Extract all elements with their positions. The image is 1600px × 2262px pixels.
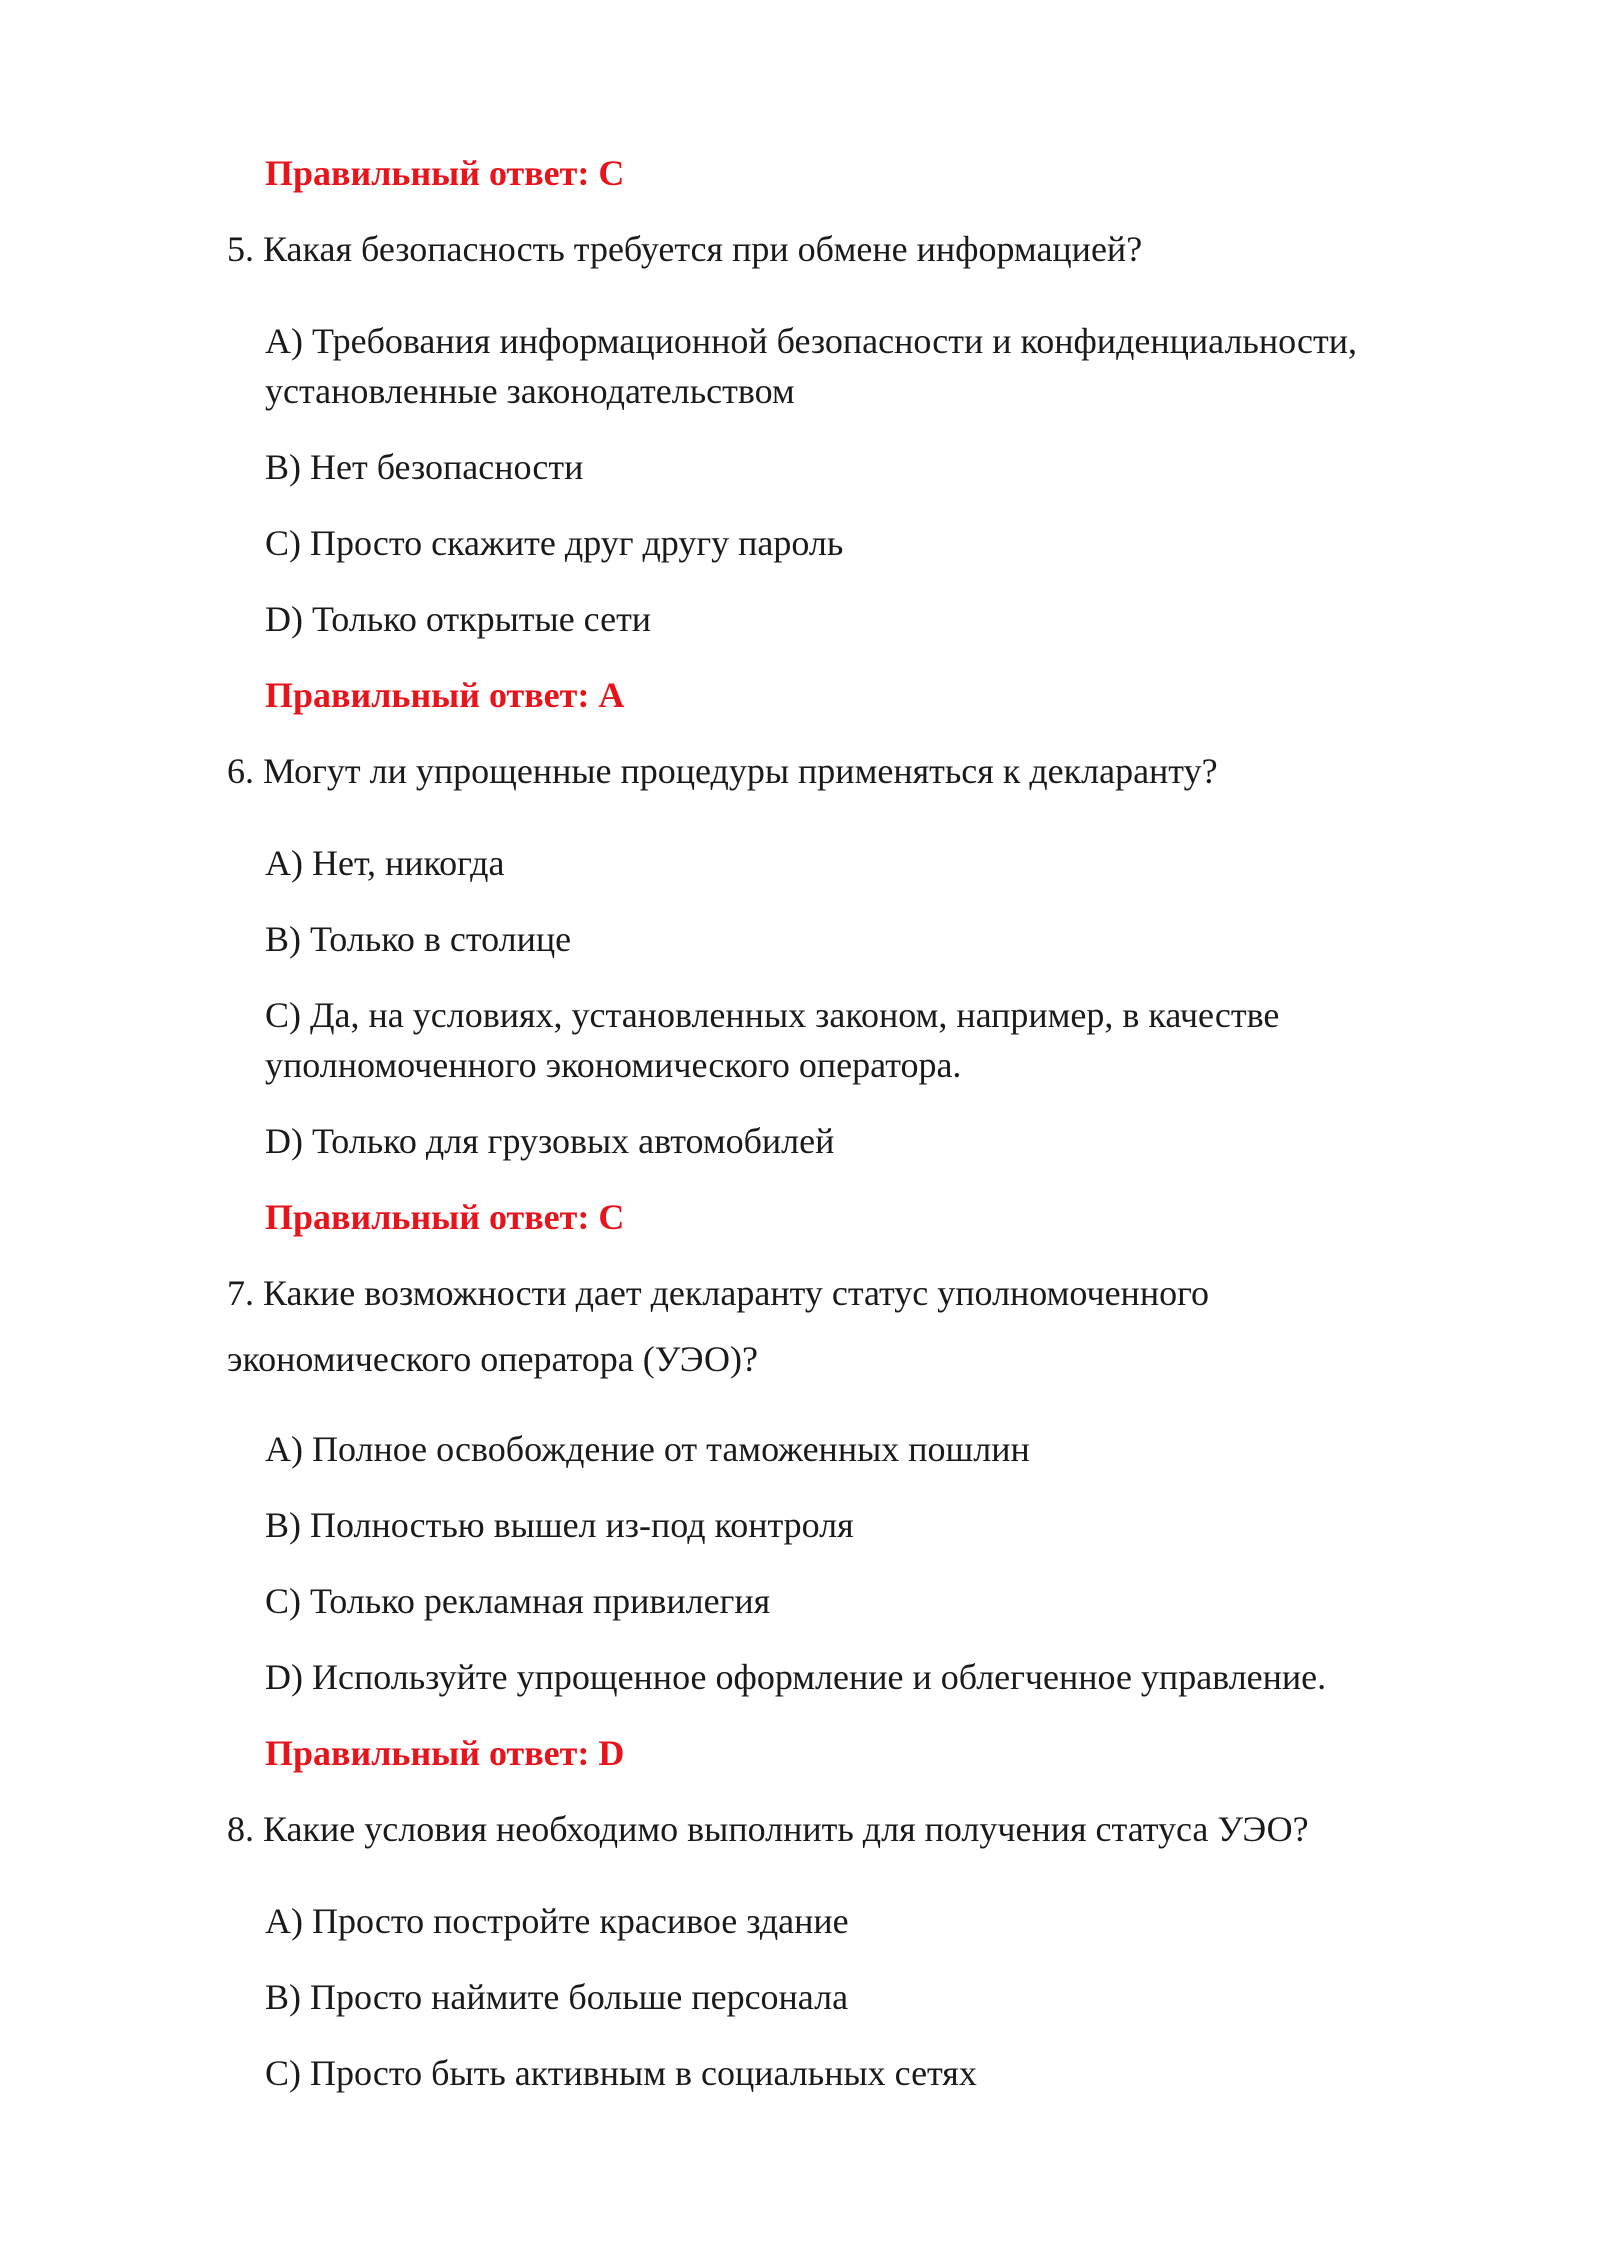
correct-answer-q6: Правильный ответ: С <box>265 1197 625 1237</box>
q6-option-c-line1: С) Да, на условиях, установленных законом, например, в качестве <box>265 995 1280 1035</box>
question-7-line2: экономического оператора (УЭО)? <box>227 1339 758 1379</box>
q5-option-b: В) Нет безопасности <box>265 447 584 487</box>
q7-option-b: В) Полностью вышел из-под контроля <box>265 1505 854 1545</box>
q7-option-a: А) Полное освобождение от таможенных пошлин <box>265 1429 1030 1469</box>
question-7-line1: 7. Какие возможности дает декларанту статус уполномоченного <box>227 1273 1209 1313</box>
q7-option-d: D) Используйте упрощенное оформление и облегченное управление. <box>265 1657 1327 1697</box>
q5-option-c: С) Просто скажите друг другу пароль <box>265 523 844 563</box>
correct-answer-q5: Правильный ответ: А <box>265 675 625 715</box>
q6-option-c-line2: уполномоченного экономического оператора. <box>265 1045 962 1085</box>
q8-option-a: А) Просто постройте красивое здание <box>265 1901 849 1941</box>
q6-option-d: D) Только для грузовых автомобилей <box>265 1121 835 1161</box>
q7-option-c: С) Только рекламная привилегия <box>265 1581 771 1621</box>
q6-option-b: В) Только в столице <box>265 919 572 959</box>
question-8: 8. Какие условия необходимо выполнить для получения статуса УЭО? <box>227 1809 1309 1849</box>
question-5: 5. Какая безопасность требуется при обмене информацией? <box>227 229 1143 269</box>
correct-answer-q7: Правильный ответ: D <box>265 1733 625 1773</box>
correct-answer-q4: Правильный ответ: С <box>265 153 625 193</box>
q5-option-a-line1: А) Требования информационной безопасности и конфиденциальности, <box>265 321 1357 361</box>
q5-option-d: D) Только открытые сети <box>265 599 652 639</box>
question-6: 6. Могут ли упрощенные процедуры применяться к декларанту? <box>227 751 1218 791</box>
q6-option-a: А) Нет, никогда <box>265 843 505 883</box>
q8-option-b: В) Просто наймите больше персонала <box>265 1977 849 2017</box>
q5-option-a-line2: установленные законодательством <box>265 371 795 411</box>
q8-option-c: С) Просто быть активным в социальных сетях <box>265 2053 977 2093</box>
